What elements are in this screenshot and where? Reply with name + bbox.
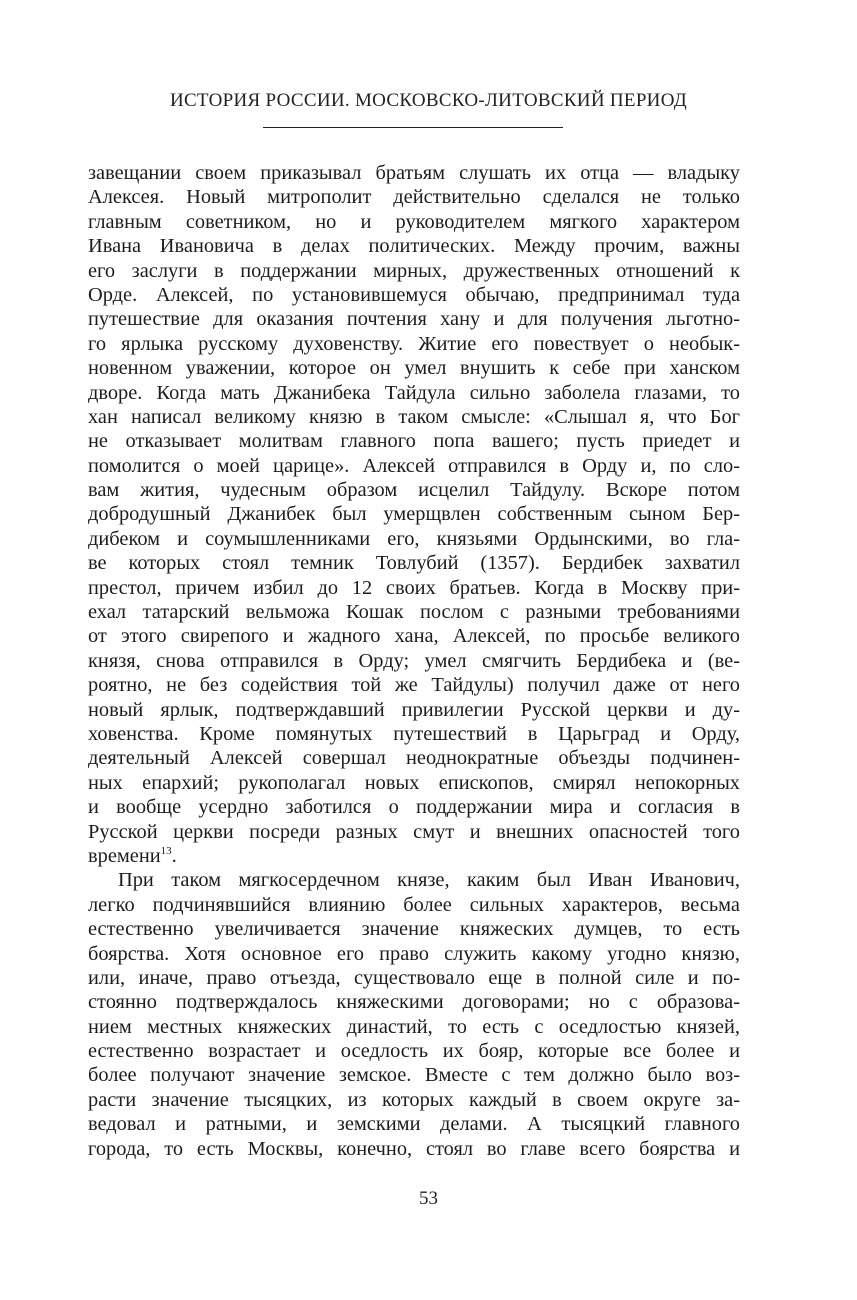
text-line: Алексея. Новый митрополит действительно сделался не только: [88, 186, 740, 209]
text-line: Русской церкви посреди разных смут и внешних опасностей того: [88, 820, 740, 843]
text-line: легко подчинявшийся влиянию более сильных характеров, весьма: [88, 893, 740, 916]
text-line: дворе. Когда мать Джанибека Тайдула сильно заболела глазами, то: [88, 381, 740, 404]
text-line: ехал татарский вельможа Кошак послом с разными требованиями: [88, 601, 740, 624]
text-line: Орде. Алексей, по установившемуся обычаю, предпринимал туда: [88, 283, 740, 306]
text-line: главным советником, но и руководителем мягкого характером: [88, 210, 740, 233]
text-line: вам жития, чудесным образом исцелил Тайдулу. Вскоре потом: [88, 479, 740, 502]
text-line: ных епархий; рукополагал новых епископов, смирял непокорных: [88, 771, 740, 794]
text-line: ховенства. Кроме помянутых путешествий в Царьград и Орду,: [88, 722, 740, 745]
page-number: 53: [419, 1188, 438, 1209]
text-line: или, иначе, право отъезда, существовало еще в полной силе и по-: [88, 966, 740, 989]
text-line: помолится о моей царице». Алексей отправился в Орду и, по сло-: [88, 454, 740, 477]
text-line: престол, причем избил до 12 своих братьев. Когда в Москву при-: [88, 576, 740, 599]
text-line: города, то есть Москвы, конечно, стоял во главе всего боярства и: [88, 1137, 740, 1160]
text-line: более получают значение земское. Вместе с тем должно было воз-: [88, 1064, 740, 1087]
text-line: ведовал и ратными, и земскими делами. А тысяцкий главного: [88, 1113, 740, 1136]
paragraph-1: [88, 161, 740, 868]
text-line: не отказывает молитвам главного попа вашего; пусть приедет и: [88, 430, 740, 453]
running-title: ИСТОРИЯ РОССИИ. МОСКОВСКО-ЛИТОВСКИЙ ПЕРИОД: [169, 90, 688, 111]
footnote-ref[interactable]: 13: [160, 845, 172, 858]
text-line: князя, снова отправился в Орду; умел смягчить Бердибека и (ве-: [88, 649, 740, 672]
paragraph-2: [88, 868, 740, 1161]
header-rule: [263, 127, 563, 128]
text-line: деятельный Алексей совершал неоднократные объезды подчинен-: [88, 747, 740, 770]
sentence-end: .: [171, 844, 177, 867]
text-line: его заслуги в поддержании мирных, дружественных отношений к: [88, 259, 740, 282]
text-line: боярства. Хотя основное его право служить какому угодно князю,: [88, 942, 740, 965]
text-body: [88, 161, 740, 1161]
text-line: естественно увеличивается значение княжеских думцев, то есть: [88, 918, 740, 941]
text-line: новый ярлык, подтверждавший привилегии Русской церкви и ду-: [88, 698, 740, 721]
text-line: нием местных княжеских династий, то есть с оседлостью князей,: [88, 1015, 740, 1038]
text-line: ве которых стоял темник Товлубий (1357). Бердибек захватил: [88, 552, 740, 575]
text-line: хан написал великому князю в таком смысле: «Слышал я, что Бог: [88, 405, 740, 428]
text-line: дибеком и соумышленниками его, князьями Ордынскими, во гла-: [88, 527, 740, 550]
text-line-last: [88, 844, 740, 868]
text-line: и вообще усердно заботился о поддержании мира и согласия в: [88, 796, 740, 819]
text-line: от этого свирепого и жадного хана, Алексей, по просьбе великого: [88, 625, 740, 648]
text-line: стоянно подтверждалось княжескими договорами; но с образова-: [88, 991, 740, 1014]
text-line: путешествие для оказания почтения хану и для получения льготно-: [88, 308, 740, 331]
text-line: расти значение тысяцких, из которых каждый в своем округе за-: [88, 1088, 740, 1111]
text-line: новенном уважении, которое он умел внушить к себе при ханском: [88, 357, 740, 380]
text-line: естественно возрастает и оседлость их бояр, которые все более и: [88, 1040, 740, 1063]
text-line: роятно, не без содействия той же Тайдулы) получил даже от него: [88, 674, 740, 697]
text-line: добродушный Джанибек был умерщвлен собственным сыном Бер-: [88, 503, 740, 526]
text-line: Ивана Ивановича в делах политических. Между прочим, важны: [88, 235, 740, 258]
text-line: го ярлыка русскому духовенству. Житие его повествует о необык-: [88, 332, 740, 355]
text-line: завещании своем приказывал братьям слушать их отца — владыку: [88, 162, 740, 184]
text-line: При таком мягкосердечном князе, каким был Иван Иванович,: [118, 869, 740, 892]
last-word: времени: [88, 844, 161, 867]
